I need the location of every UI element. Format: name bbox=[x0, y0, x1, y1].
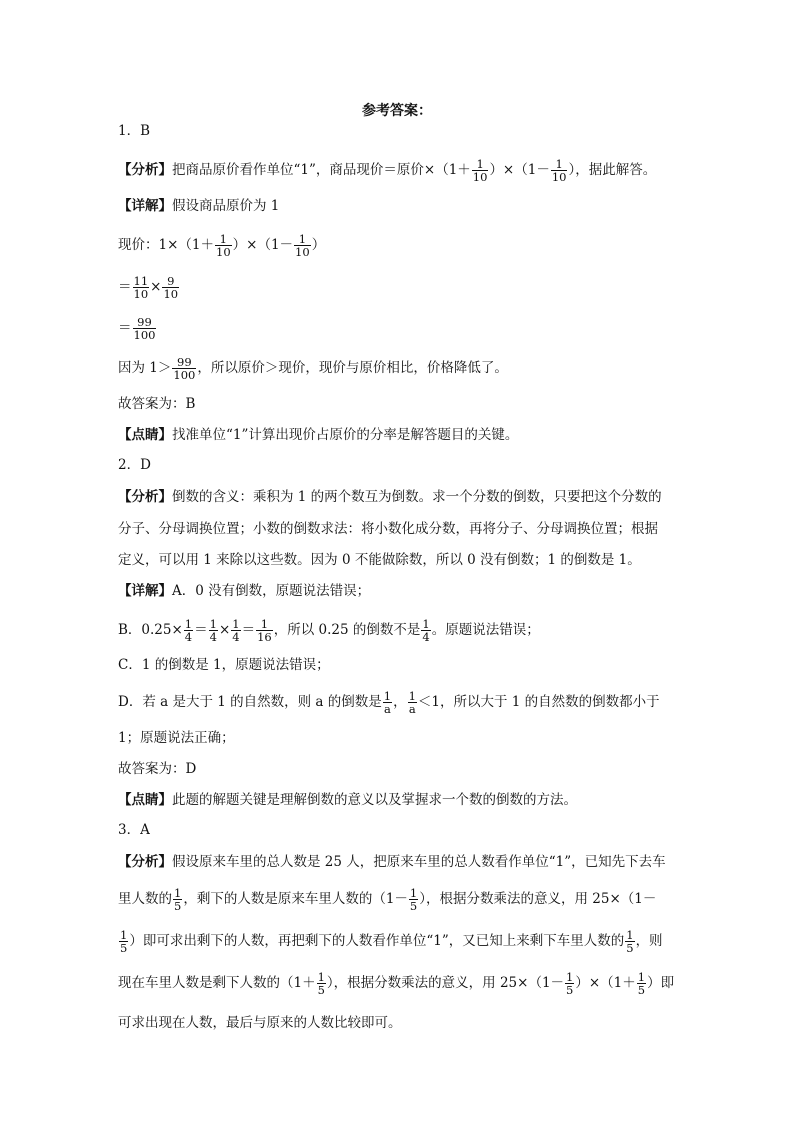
fraction: $\frac{1}{4}$ bbox=[422, 617, 430, 645]
q1-because: 因为 1＞ $\frac{99}{100}$ ，所以原价＞现价，现价与原价相比，价格降低了。 bbox=[118, 355, 508, 383]
fraction: $\frac{1}{5}$ bbox=[120, 928, 128, 956]
q3-analysis-line4: 现在车里人数是剩下人数的（1＋ $\frac{1}{5}$ ），根据分数乘法的意义，用 25×（1－ $\frac{1}{5}$ ）×（1＋ $\frac{1}{5}$ ）即 bbox=[118, 970, 675, 998]
q2-analysis-line3: 定义，可以用 1 来除以这些数。因为 0 不能做除数，所以 0 没有倒数；1 的倒数是 1。 bbox=[118, 552, 641, 568]
text: ），据此解答。 bbox=[568, 162, 657, 179]
q3-analysis-line1: 【分析】假设原来车里的总人数是 25 人，把原来车里的总人数看作单位“1”，已知先下去车 bbox=[118, 854, 666, 870]
fraction: $\frac{1}{16}$ bbox=[257, 617, 272, 645]
fraction: $\frac{1}{10}$ bbox=[551, 157, 567, 185]
fraction: $\frac{9}{10}$ bbox=[163, 274, 179, 302]
fraction: $\frac{1}{5}$ bbox=[174, 886, 182, 914]
analysis-tag: 【分析】 bbox=[118, 489, 172, 505]
detail-tag: 【详解】 bbox=[118, 198, 172, 214]
q2-answer: 故答案为：D bbox=[118, 761, 197, 777]
fraction: $\frac{1}{4}$ bbox=[232, 617, 240, 645]
analysis-tag: 【分析】 bbox=[118, 162, 172, 179]
q1-detail-head bbox=[118, 196, 279, 216]
q2-option-d: D．若 a 是大于 1 的自然数，则 a 的倒数是 $\frac{1}{a}$ ， $\frac{1}{a}$ ＜1，所以大于 1 的自然数的倒数都小于 bbox=[118, 689, 660, 717]
q1-step1: ＝ $\frac{11}{10}$ × $\frac{9}{10}$ bbox=[118, 274, 179, 302]
q2-option-b: B．0.25× $\frac{1}{4}$ ＝ $\frac{1}{4}$ × $\frac{1}{4}$ ＝ $\frac{1}{16}$ ，所以 0.25 的倒数不是 $\frac{1}{4}$ 。原题说法错误； bbox=[118, 617, 540, 645]
fraction: $\frac{1}{10}$ bbox=[295, 232, 310, 260]
fraction: $\frac{1}{10}$ bbox=[216, 232, 231, 260]
q2-detail-a: 【详解】A．0 没有倒数，原题说法错误； bbox=[118, 583, 371, 599]
fraction: $\frac{1}{5}$ bbox=[566, 970, 574, 998]
text: 假设商品原价为 1 bbox=[172, 198, 280, 214]
fraction: $\frac{1}{a}$ bbox=[383, 689, 392, 717]
fraction: $\frac{11}{10}$ bbox=[133, 274, 149, 302]
q2-analysis-line2: 分子、分母调换位置；小数的倒数求法：将小数化成分数，再将分子、分母调换位置；根据 bbox=[118, 521, 658, 537]
remark-tag: 【点睛】 bbox=[118, 792, 172, 808]
analysis-tag: 【分析】 bbox=[118, 854, 172, 870]
q2-analysis-line1: 【分析】倒数的含义：乘积为 1 的两个数互为倒数。求一个分数的倒数，只要把这个分数的 bbox=[118, 489, 662, 505]
fraction: $\frac{1}{4}$ bbox=[209, 617, 217, 645]
text: ）×（1－ bbox=[489, 162, 550, 179]
q1-step2: ＝ $\frac{99}{100}$ bbox=[118, 315, 156, 343]
q3-analysis-line3: $\frac{1}{5}$ ）即可求出剩下的人数，再把剩下的人数看作单位“1”，又已知上来剩下车里人数的 $\frac{1}{5}$ ，则 bbox=[120, 928, 663, 956]
fraction: $\frac{99}{100}$ bbox=[173, 355, 196, 383]
fraction: $\frac{1}{4}$ bbox=[184, 617, 193, 645]
fraction: $\frac{1}{5}$ bbox=[626, 928, 634, 956]
q1-number: 1．B bbox=[118, 123, 151, 139]
q3-analysis-line5: 可求出现在人数，最后与原来的人数比较即可。 bbox=[118, 1015, 402, 1031]
detail-tag: 【详解】 bbox=[118, 583, 172, 599]
q3-analysis-line2: 里人数的 $\frac{1}{5}$ ，剩下的人数是原来车里人数的（1－ $\frac{1}{5}$ ），根据分数乘法的意义，用 25×（1－ bbox=[118, 886, 657, 914]
q3-number: 3．A bbox=[118, 822, 150, 838]
fraction: $\frac{1}{10}$ bbox=[472, 157, 488, 185]
q1-analysis bbox=[118, 158, 656, 183]
page-title: 参考答案： bbox=[362, 103, 432, 119]
fraction: $\frac{1}{5}$ bbox=[409, 886, 418, 914]
q1-remark: 【点睛】找准单位“1”计算出现价占原价的分率是解答题目的关键。 bbox=[118, 427, 519, 443]
q1-answer: 故答案为：B bbox=[118, 396, 196, 412]
remark-tag: 【点睛】 bbox=[118, 427, 172, 443]
fraction: $\frac{1}{a}$ bbox=[408, 689, 416, 717]
q2-option-c: C．1 的倒数是 1，原题说法错误； bbox=[118, 657, 330, 673]
q2-remark: 【点睛】此题的解题关键是理解倒数的意义以及掌握求一个数的倒数的方法。 bbox=[118, 792, 577, 808]
fraction: $\frac{1}{5}$ bbox=[637, 970, 646, 998]
q1-now-price: 现价：1×（1＋ $\frac{1}{10}$ ）×（1－ $\frac{1}{10}$ ） bbox=[118, 232, 326, 260]
fraction: $\frac{99}{100}$ bbox=[133, 315, 156, 343]
text: 把商品原价看作单位“1”，商品现价＝原价×（1＋ bbox=[172, 162, 471, 179]
q2-number: 2．D bbox=[118, 457, 151, 473]
fraction: $\frac{1}{5}$ bbox=[317, 970, 325, 998]
q2-option-d-cont: 1；原题说法正确； bbox=[118, 730, 235, 746]
